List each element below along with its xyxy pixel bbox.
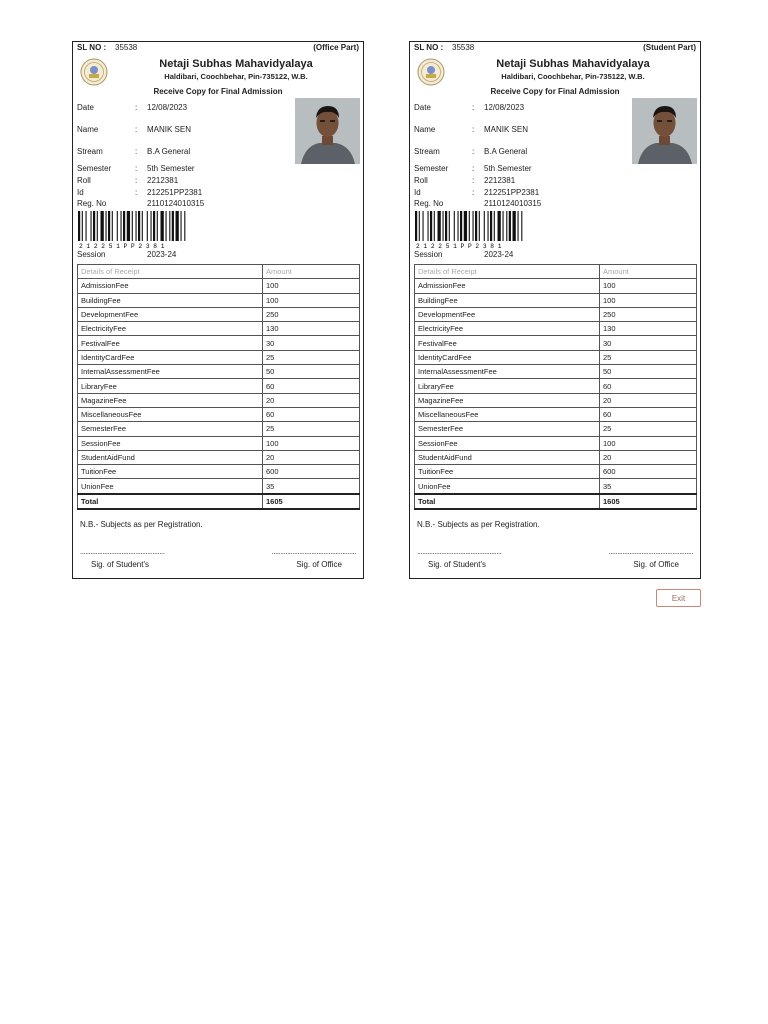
field-label: Id	[77, 188, 84, 197]
field-roll: Roll : 2212381	[77, 176, 179, 185]
fee-amount: 35	[600, 479, 697, 494]
fee-amount: 20	[600, 450, 697, 464]
field-value: B.A General	[147, 147, 191, 156]
field-value: 2110124010315	[147, 199, 205, 208]
fee-row	[415, 279, 697, 293]
fee-amount: 25	[600, 350, 697, 364]
fee-name: MagazineFee	[78, 393, 263, 407]
barcode-text: 2 1 2 2 5 1 P P 2 3 8 1	[79, 243, 165, 249]
field-value: 2212381	[484, 176, 516, 185]
header-details: Details of Receipt	[415, 265, 600, 279]
field-value: 12/08/2023	[147, 103, 188, 112]
fee-amount: 35	[263, 479, 360, 494]
sl-no-value: 35538	[115, 43, 138, 52]
field-stream: Stream : B.A General	[414, 147, 528, 156]
fee-name: LibraryFee	[415, 379, 600, 393]
fee-name: InternalAssessmentFee	[415, 365, 600, 379]
fee-name: MiscellaneousFee	[415, 407, 600, 421]
fee-row	[415, 450, 697, 464]
fee-row	[415, 465, 697, 479]
fee-row	[78, 465, 360, 479]
header-amount: Amount	[600, 265, 697, 279]
exit-button[interactable]: Exit	[656, 589, 701, 607]
fee-amount: 50	[600, 365, 697, 379]
fee-row	[415, 479, 697, 494]
fee-row	[78, 393, 360, 407]
fee-total-row	[415, 494, 697, 509]
field-id: Id : 212251PP2381	[77, 188, 203, 197]
fee-name: FestivalFee	[415, 336, 600, 350]
fee-amount: 100	[263, 293, 360, 307]
field-value: MANIK SEN	[484, 125, 529, 134]
field-semester: Semester : 5th Semester	[77, 164, 195, 173]
fee-row	[78, 350, 360, 364]
barcode-text: 2 1 2 2 5 1 P P 2 3 8 1	[416, 243, 502, 249]
fee-amount: 60	[263, 407, 360, 421]
copy-title: Receive Copy for Final Admission	[490, 87, 620, 96]
fee-name: StudentAidFund	[78, 450, 263, 464]
fee-name: MagazineFee	[415, 393, 600, 407]
fee-amount: 250	[263, 307, 360, 321]
fee-name: BuildingFee	[78, 293, 263, 307]
field-value: 2212381	[147, 176, 179, 185]
field-reg-no	[414, 199, 614, 210]
fee-table-header	[78, 265, 360, 279]
fee-row	[78, 479, 360, 494]
fee-amount: 30	[263, 336, 360, 350]
fee-amount: 20	[263, 393, 360, 407]
field-label: Name	[414, 125, 436, 134]
receipt-office-part	[72, 41, 364, 579]
fee-name: DevelopmentFee	[415, 307, 600, 321]
total-label: Total	[78, 494, 263, 509]
fee-name: MiscellaneousFee	[78, 407, 263, 421]
part-label: (Student Part)	[643, 43, 696, 52]
fee-name: FestivalFee	[78, 336, 263, 350]
field-label: Name	[77, 125, 99, 134]
field-name: Name : MANIK SEN	[414, 125, 529, 134]
field-id: Id : 212251PP2381	[414, 188, 540, 197]
fee-name: UnionFee	[78, 479, 263, 494]
fee-row	[78, 407, 360, 421]
field-stream: Stream : B.A General	[77, 147, 191, 156]
field-value: 5th Semester	[484, 164, 532, 173]
fee-row	[78, 322, 360, 336]
fee-row	[78, 422, 360, 436]
fee-amount: 100	[600, 279, 697, 293]
signature-office-label: Sig. of Office	[296, 560, 342, 569]
signature-line-office: .................................................	[608, 547, 693, 556]
fee-amount: 60	[263, 379, 360, 393]
copy-title: Receive Copy for Final Admission	[153, 87, 283, 96]
fee-row	[415, 350, 697, 364]
college-seal-icon	[80, 58, 108, 86]
fee-name: UnionFee	[415, 479, 600, 494]
fee-name: SessionFee	[78, 436, 263, 450]
fee-amount: 100	[600, 293, 697, 307]
fee-amount: 50	[263, 365, 360, 379]
field-value: 212251PP2381	[147, 188, 203, 197]
field-value: B.A General	[484, 147, 528, 156]
field-value: 212251PP2381	[484, 188, 540, 197]
fee-row	[78, 450, 360, 464]
fee-row	[78, 307, 360, 321]
session-label: Session	[77, 250, 106, 259]
fee-row	[415, 393, 697, 407]
fee-total-row	[78, 494, 360, 509]
fee-amount: 100	[263, 279, 360, 293]
fee-name: DevelopmentFee	[78, 307, 263, 321]
fee-name: LibraryFee	[78, 379, 263, 393]
receipt-topline	[77, 42, 359, 53]
nb-note: N.B.- Subjects as per Registration.	[80, 520, 203, 529]
fee-name: ElectricityFee	[78, 322, 263, 336]
college-address: Haldibari, Coochbehar, Pin-735122, W.B.	[164, 72, 308, 81]
field-label: Stream	[77, 147, 103, 156]
total-value: 1605	[263, 494, 360, 509]
field-date: Date : 12/08/2023	[77, 103, 188, 112]
fee-amount: 130	[600, 322, 697, 336]
fee-name: TuitionFee	[415, 465, 600, 479]
fee-amount: 100	[263, 436, 360, 450]
fee-table	[414, 264, 697, 510]
fee-row	[78, 336, 360, 350]
field-label: Roll	[414, 176, 428, 185]
college-address: Haldibari, Coochbehar, Pin-735122, W.B.	[501, 72, 645, 81]
receipt-topline	[414, 42, 696, 53]
fee-amount: 25	[600, 422, 697, 436]
fee-row	[415, 307, 697, 321]
fee-amount: 250	[600, 307, 697, 321]
fee-name: IdentityCardFee	[415, 350, 600, 364]
fee-amount: 30	[600, 336, 697, 350]
signature-line-student: .................................................	[80, 547, 165, 556]
fee-name: StudentAidFund	[415, 450, 600, 464]
fee-amount: 60	[600, 407, 697, 421]
fee-amount: 20	[600, 393, 697, 407]
session-row	[77, 250, 277, 261]
field-semester: Semester : 5th Semester	[414, 164, 532, 173]
student-photo	[295, 98, 360, 164]
fee-row	[415, 293, 697, 307]
barcode	[414, 211, 550, 249]
field-date: Date : 12/08/2023	[414, 103, 525, 112]
signature-student-label: Sig. of Student's	[91, 560, 150, 569]
fee-name: ElectricityFee	[415, 322, 600, 336]
receipt-student-part	[409, 41, 701, 579]
fee-amount: 25	[263, 350, 360, 364]
fee-name: SemesterFee	[78, 422, 263, 436]
field-roll: Roll : 2212381	[414, 176, 516, 185]
sl-no-label: SL NO :	[414, 43, 444, 52]
header-details: Details of Receipt	[78, 265, 263, 279]
field-name: Name : MANIK SEN	[77, 125, 192, 134]
field-label: Semester	[414, 164, 449, 173]
fee-row	[415, 422, 697, 436]
fee-row	[415, 407, 697, 421]
field-label: Date	[414, 103, 431, 112]
field-label: Stream	[414, 147, 440, 156]
field-value: 5th Semester	[147, 164, 195, 173]
field-label: Id	[414, 188, 421, 197]
fee-amount: 20	[263, 450, 360, 464]
fee-amount: 600	[263, 465, 360, 479]
field-label: Date	[77, 103, 94, 112]
barcode	[77, 211, 213, 249]
fee-table-header	[415, 265, 697, 279]
nb-note: N.B.- Subjects as per Registration.	[417, 520, 540, 529]
total-label: Total	[415, 494, 600, 509]
fee-name: InternalAssessmentFee	[78, 365, 263, 379]
part-label: (Office Part)	[313, 43, 359, 52]
session-row	[414, 250, 614, 261]
sl-no-value: 35538	[452, 43, 475, 52]
fee-name: SessionFee	[415, 436, 600, 450]
fee-name: BuildingFee	[415, 293, 600, 307]
fee-name: TuitionFee	[78, 465, 263, 479]
sl-no-label: SL NO :	[77, 43, 107, 52]
fee-amount: 60	[600, 379, 697, 393]
header-amount: Amount	[263, 265, 360, 279]
field-value: MANIK SEN	[147, 125, 192, 134]
session-label: Session	[414, 250, 443, 259]
signature-office-label: Sig. of Office	[633, 560, 679, 569]
field-label: Roll	[77, 176, 91, 185]
college-name: Netaji Subhas Mahavidyalaya	[159, 58, 313, 70]
fee-name: AdmissionFee	[415, 279, 600, 293]
fee-row	[78, 436, 360, 450]
fee-row	[415, 436, 697, 450]
field-label: Reg. No	[414, 199, 444, 208]
fee-table	[77, 264, 360, 510]
fee-row	[78, 279, 360, 293]
fee-row	[415, 365, 697, 379]
fee-name: AdmissionFee	[78, 279, 263, 293]
fee-amount: 25	[263, 422, 360, 436]
session-value: 2023-24	[147, 250, 177, 259]
fee-amount: 100	[600, 436, 697, 450]
field-label: Semester	[77, 164, 112, 173]
fee-row	[78, 379, 360, 393]
fee-amount: 130	[263, 322, 360, 336]
total-value: 1605	[600, 494, 697, 509]
signature-line-office: .................................................	[271, 547, 356, 556]
fee-amount: 600	[600, 465, 697, 479]
fee-row	[415, 336, 697, 350]
field-value: 2110124010315	[484, 199, 542, 208]
fee-row	[415, 379, 697, 393]
field-value: 12/08/2023	[484, 103, 525, 112]
fee-row	[415, 322, 697, 336]
signature-line-student: .................................................	[417, 547, 502, 556]
fee-name: SemesterFee	[415, 422, 600, 436]
field-label: Reg. No	[77, 199, 107, 208]
fee-row	[78, 365, 360, 379]
session-value: 2023-24	[484, 250, 514, 259]
student-photo	[632, 98, 697, 164]
college-seal-icon	[417, 58, 445, 86]
fee-row	[78, 293, 360, 307]
fee-name: IdentityCardFee	[78, 350, 263, 364]
college-name: Netaji Subhas Mahavidyalaya	[496, 58, 650, 70]
signature-student-label: Sig. of Student's	[428, 560, 487, 569]
field-reg-no	[77, 199, 277, 210]
